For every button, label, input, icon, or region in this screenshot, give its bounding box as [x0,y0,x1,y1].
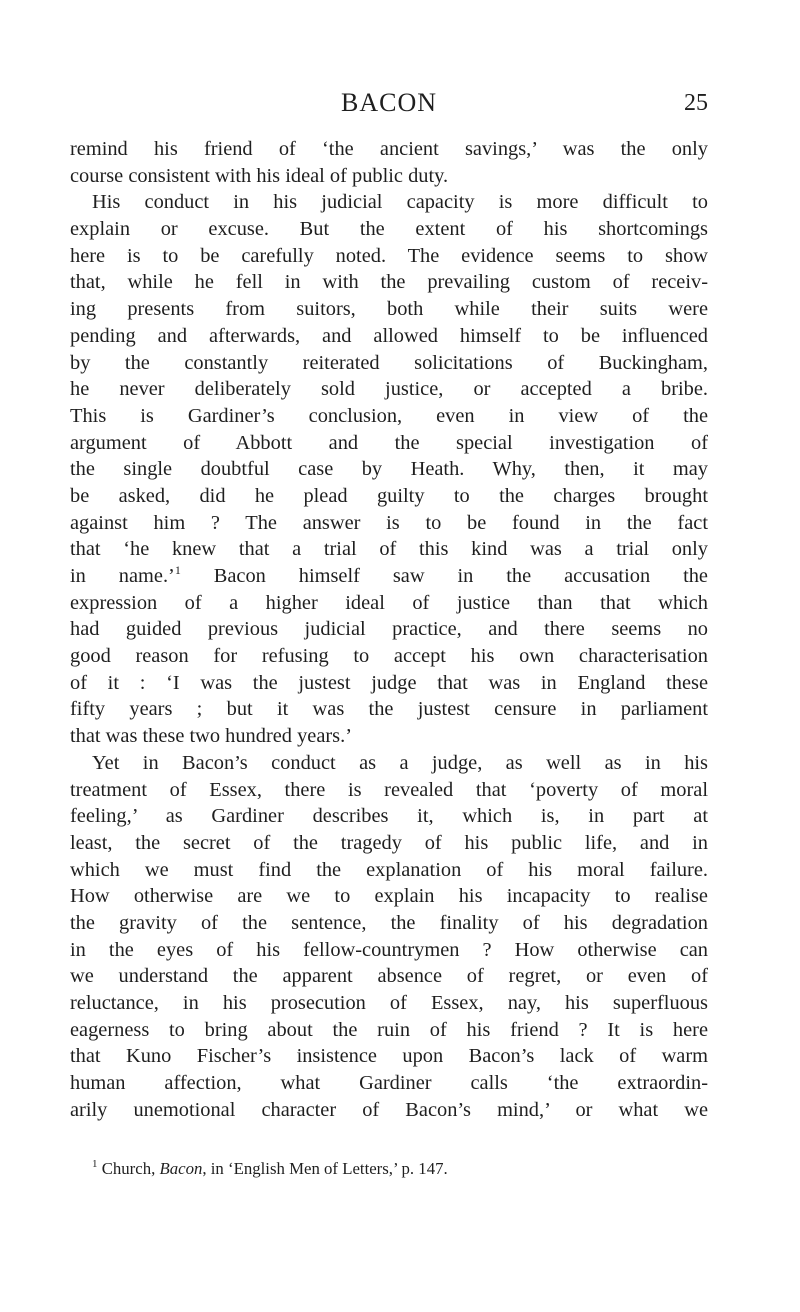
text-line: feeling,’ as Gardiner describes it, which is, in part at [70,805,708,828]
text-line: that Kuno Fischer’s insistence upon Bacon’s lack of warm [70,1045,708,1068]
text-line: that, while he fell in with the prevailing custom of receiv- [70,271,708,294]
footnote [92,1158,708,1180]
text-line: the single doubtful case by Heath. Why, then, it may [70,458,708,481]
running-title: BACON [340,88,437,117]
text-line: against him ? The answer is to be found in the fact [70,511,708,534]
text-line: the gravity of the sentence, the finality of his degradation [70,911,708,934]
text-line: by the constantly reiterated solicitations of Buckingham, [70,351,708,374]
text-line: of it : ‘I was the justest judge that was in England these [70,671,708,694]
running-head [70,88,708,122]
footnote-text: Church, [97,1159,160,1178]
page-number: 25 [684,90,708,116]
text-line: had guided previous judicial practice, and there seems no [70,618,708,641]
text-line: that ‘he knew that a trial of this kind was a trial only [70,538,708,561]
text-line: ing presents from suitors, both while their suits were [70,298,708,321]
text-line: This is Gardiner’s conclusion, even in view of the [70,404,708,427]
text-line: in the eyes of his fellow-countrymen ? How otherwise can [70,938,708,961]
text-line: treatment of Essex, there is revealed that ‘poverty of moral [70,778,708,801]
text-line: which we must find the explanation of his moral failure. [70,858,708,881]
text-line-with-footnote-ref [70,563,708,590]
footnote-marker: 1 [92,1158,98,1170]
text-line: least, the secret of the tragedy of his public life, and in [70,831,708,854]
text-line: good reason for refusing to accept his own characterisation [70,645,708,668]
text-line: His conduct in his judicial capacity is more difficult to [92,191,708,214]
text-line: expression of a higher ideal of justice than that which [70,591,708,614]
text-line: eagerness to bring about the ruin of his friend ? It is here [70,1018,708,1041]
text-line: here is to be carefully noted. The evidence seems to show [70,244,708,267]
text-line: remind his friend of ‘the ancient savings,’ was the only [70,138,708,160]
text-line: course consistent with his ideal of public duty. [70,164,449,187]
body-text [70,136,708,1123]
text-line: be asked, did he plead guilty to the charges brought [70,484,708,507]
text-line: human affection, what Gardiner calls ‘the extraordin- [70,1072,708,1095]
footnote-reference: 1 [174,563,181,577]
text-line: argument of Abbott and the special investigation of [70,431,708,454]
text-line: Yet in Bacon’s conduct as a judge, as well as in his [92,751,708,774]
footnote-book-title: Bacon [159,1159,203,1178]
text-line: explain or excuse. But the extent of his shortcomings [70,218,708,241]
text-line: fifty years ; but it was the justest censure in parliament [70,698,708,721]
text-line: How otherwise are we to explain his incapacity to realise [70,885,708,908]
text-line: we understand the apparent absence of regret, or even of [70,965,708,988]
text-segment: Bacon himself saw in the accusation the [180,565,708,587]
text-line: arily unemotional character of Bacon’s mind,’ or what we [70,1098,708,1121]
text-line: that was these two hundred years.’ [70,725,352,748]
text-line: he never deliberately sold justice, or accepted a bribe. [70,378,708,401]
footnote-text: , in ‘English Men of Letters,’ p. 147. [202,1159,448,1178]
text-line: pending and afterwards, and allowed himself to be influenced [70,324,708,347]
text-segment: in name.’ [70,565,175,587]
text-line: reluctance, in his prosecution of Essex, nay, his superfluous [70,992,708,1014]
